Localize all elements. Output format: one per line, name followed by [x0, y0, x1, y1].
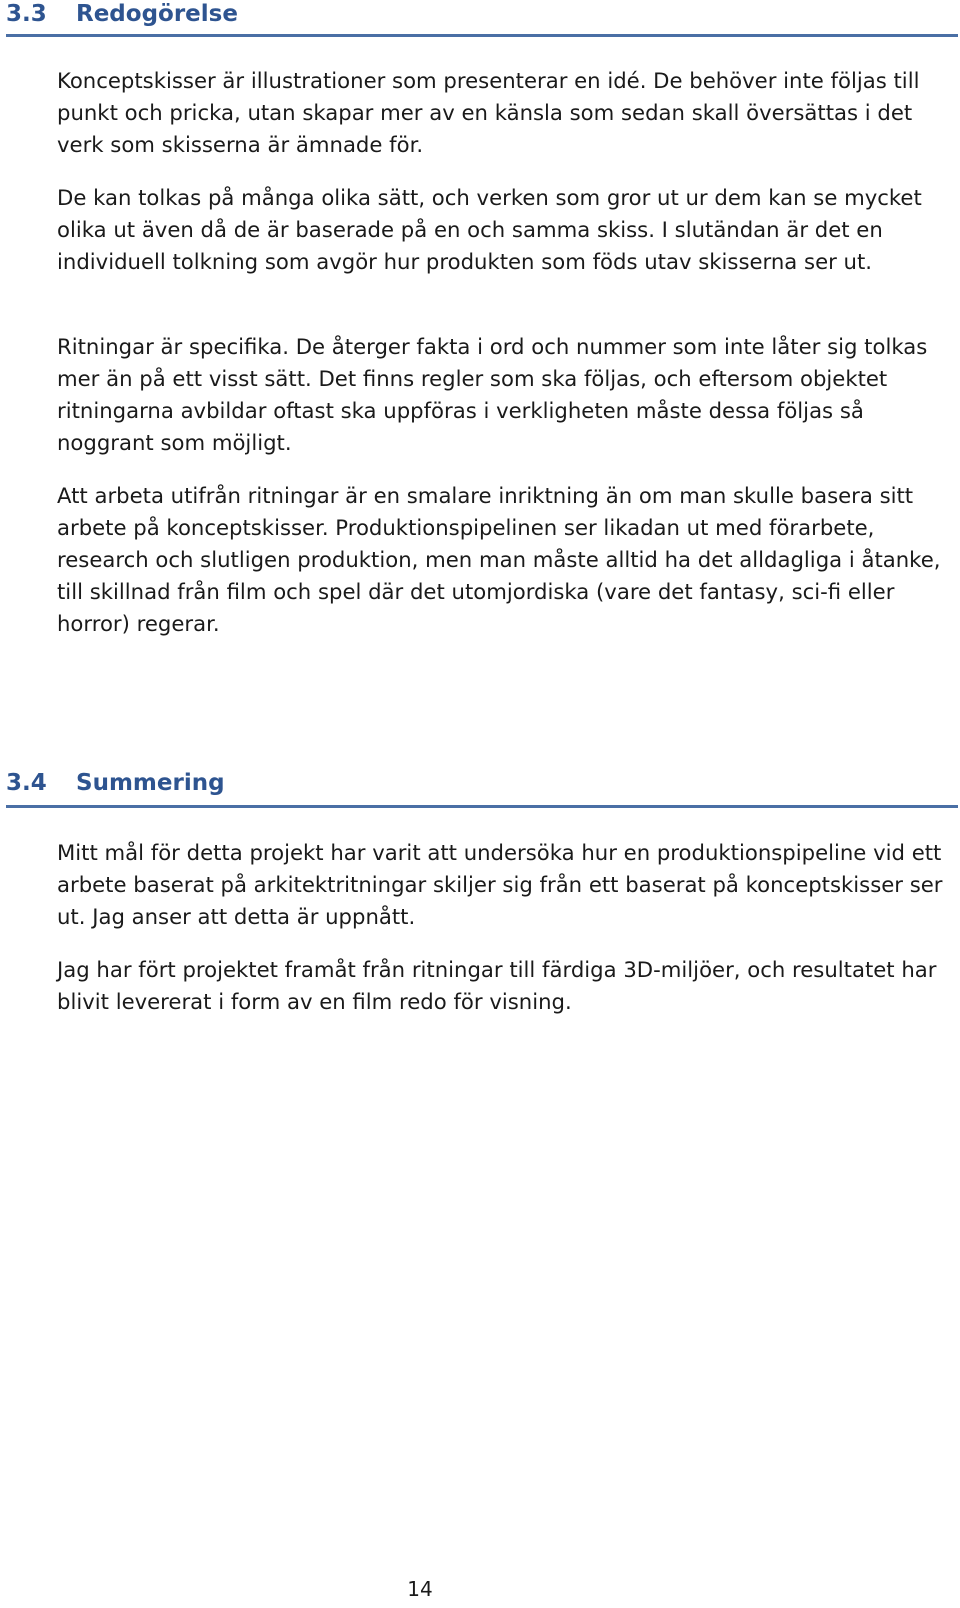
paragraph: Ritningar är specifika. De återger fakta i ord och nummer som inte låter sig tolkas mer än på ett visst sätt. Det finns regler som ska följas, och eftersom objektet ritningarna avbildar oftast ska uppföras i verkligheten måste dessa följas så noggrant som möjligt. [57, 334, 928, 455]
paragraph: Konceptskisser är illustrationer som presenterar en idé. De behöver inte följas till punkt och pricka, utan skapar mer av en känsla som sedan skall översättas i det verk som skisserna är ämnade för. [57, 68, 920, 157]
heading-rule [6, 805, 958, 808]
section-title: Summering [76, 770, 225, 796]
section-heading-3-4 [6, 769, 225, 799]
section-number: 3.3 [6, 1, 47, 27]
paragraph: Att arbeta utifrån ritningar är en smalare inriktning än om man skulle basera sitt arbete på konceptskisser. Produktionspipelinen ser likadan ut med förarbete, research och slutligen produktion, men man måste alltid ha det alldagliga i åtanke, till skillnad från film och spel där det utomjordiska (vare det fantasy, sci-fi eller horror) regerar. [57, 483, 941, 636]
section-title: Redogörelse [76, 1, 238, 27]
section-number: 3.4 [6, 770, 47, 796]
section-heading-3-3 [6, 0, 238, 30]
heading-rule [6, 34, 958, 37]
paragraph: De kan tolkas på många olika sätt, och verken som gror ut ur dem kan se mycket olika ut även då de är baserade på en och samma skiss. I slutändan är det en individuell tolkning som avgör hur produkten som föds utav skisserna ser ut. [57, 185, 922, 274]
page-number: 14 [407, 1577, 433, 1601]
paragraph: Mitt mål för detta projekt har varit att undersöka hur en produktionspipeline vid ett arbete baserat på arkitektritningar skiljer sig från ett baserat på konceptskisser ser ut. Jag anser att detta är uppnått. [57, 840, 943, 929]
paragraph: Jag har fört projektet framåt från ritningar till färdiga 3D-miljöer, och resultatet har blivit levererat i form av en film redo för visning. [57, 957, 937, 1014]
